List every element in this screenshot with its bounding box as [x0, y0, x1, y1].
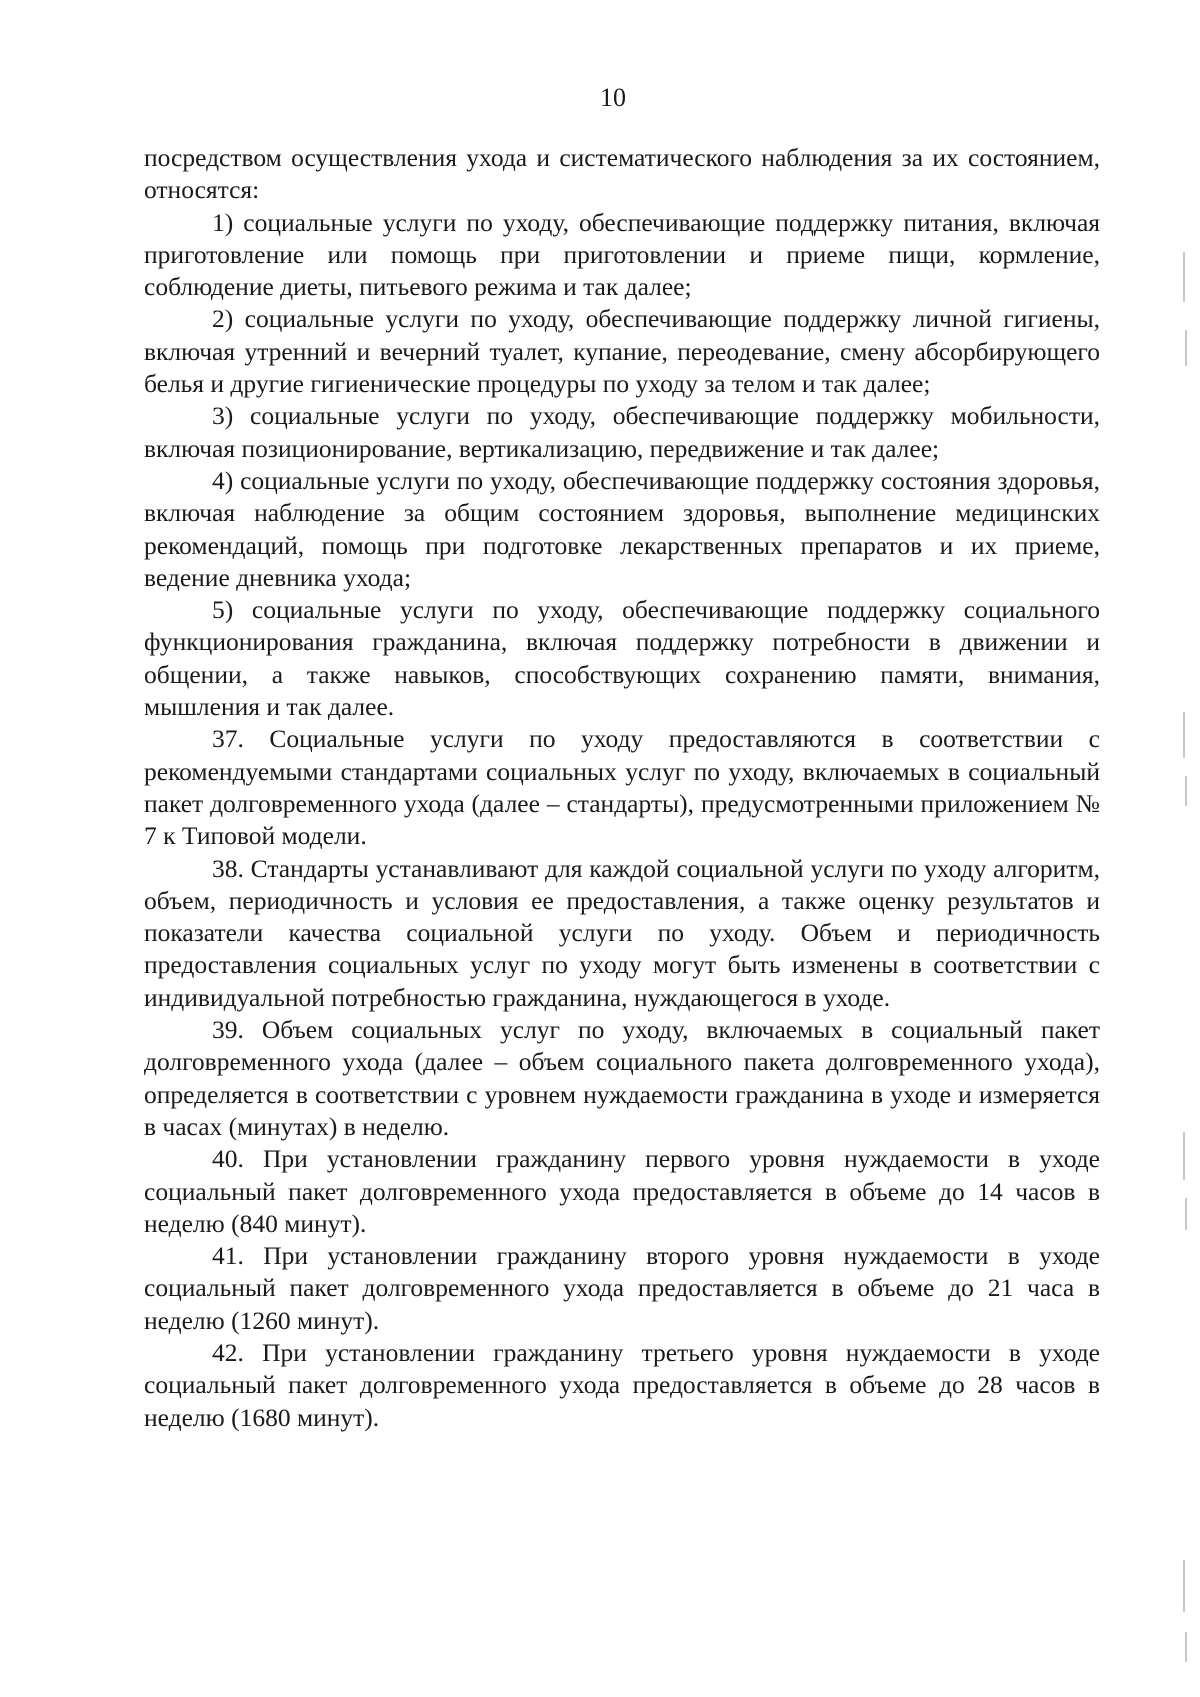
- paragraph-intro: посредством осуществления ухода и систематического наблюдения за их состоянием, относятся:: [144, 143, 1100, 205]
- paragraph-clause-40: 40. При установлении гражданину первого уровня нуждаемости в уходе социальный пакет долговременного ухода предоставляется в объеме до 14 часов в неделю (840 минут).: [144, 1144, 1100, 1238]
- scan-artifact: [1183, 252, 1185, 302]
- paragraph-item-1: 1) социальные услуги по уходу, обеспечивающие поддержку питания, включая приготовление или помощь при приготовлении и приеме пищи, кормление, соблюдение диеты, питьевого режима и так далее;: [144, 207, 1100, 302]
- scan-artifact: [1185, 776, 1187, 806]
- scan-artifact: [1185, 1198, 1187, 1230]
- scan-artifact: [1185, 1632, 1187, 1662]
- paragraph-clause-39: 39. Объем социальных услуг по уходу, включаемых в социальный пакет долговременного ухода (далее – объем социального пакета долговременного ухода), определяется в соответствии с уровнем нуждаемости гражданина в уходе и измеряется в часах (минутах) в неделю.: [144, 1015, 1100, 1141]
- paragraph-item-5: 5) социальные услуги по уходу, обеспечивающие поддержку социального функционирования гражданина, включая поддержку потребности в движении и общении, а также навыков, способствующих сохранению памяти, внимания, мышления и так далее.: [144, 595, 1100, 722]
- scan-artifact: [1183, 1132, 1185, 1180]
- paragraph-clause-42: 42. При установлении гражданину третьего уровня нуждаемости в уходе социальный пакет долговременного ухода предоставляется в объеме до 28 часов в неделю (1680 минут).: [144, 1337, 1100, 1432]
- scan-artifact: [1183, 1560, 1185, 1612]
- scan-artifact: [1185, 330, 1187, 366]
- paragraph-item-2: 2) социальные услуги по уходу, обеспечивающие поддержку личной гигиены, включая утренний и вечерний туалет, купание, переодевание, смену абсорбирующего белья и другие гигиенические процедуры по уходу за телом и так далее;: [144, 304, 1100, 399]
- paragraph-item-4: 4) социальные услуги по уходу, обеспечивающие поддержку состояния здоровья, включая наблюдение за общим состоянием здоровья, выполнение медицинских рекомендаций, помощь при подготовке лекарственных препаратов и их приеме, ведение дневника ухода;: [144, 465, 1100, 592]
- document-body: [144, 142, 1100, 1434]
- paragraph-clause-37: 37. Социальные услуги по уходу предоставляются в соответствии с рекомендуемыми стандартами социальных услуг по уходу, включаемых в социальный пакет долговременного ухода (далее – стандарты), предусмотренными приложением № 7 к Типовой модели.: [144, 724, 1100, 851]
- paragraph-item-3: 3) социальные услуги по уходу, обеспечивающие поддержку мобильности, включая позиционирование, вертикализацию, передвижение и так далее;: [144, 401, 1100, 463]
- scan-artifact: [1183, 712, 1185, 758]
- paragraph-clause-41: 41. При установлении гражданину второго уровня нуждаемости в уходе социальный пакет долговременного ухода предоставляется в объеме до 21 часа в неделю (1260 минут).: [144, 1241, 1100, 1335]
- page-number: 10: [600, 83, 626, 112]
- paragraph-clause-38: 38. Стандарты устанавливают для каждой социальной услуги по уходу алгоритм, объем, периодичность и условия ее предоставления, а также оценку результатов и показатели качества социальной услуги по уходу. Объем и периодичность предоставления социальных услуг по уходу могут быть изменены в соответствии с индивидуальной потребностью гражданина, нуждающегося в уходе.: [144, 853, 1100, 1012]
